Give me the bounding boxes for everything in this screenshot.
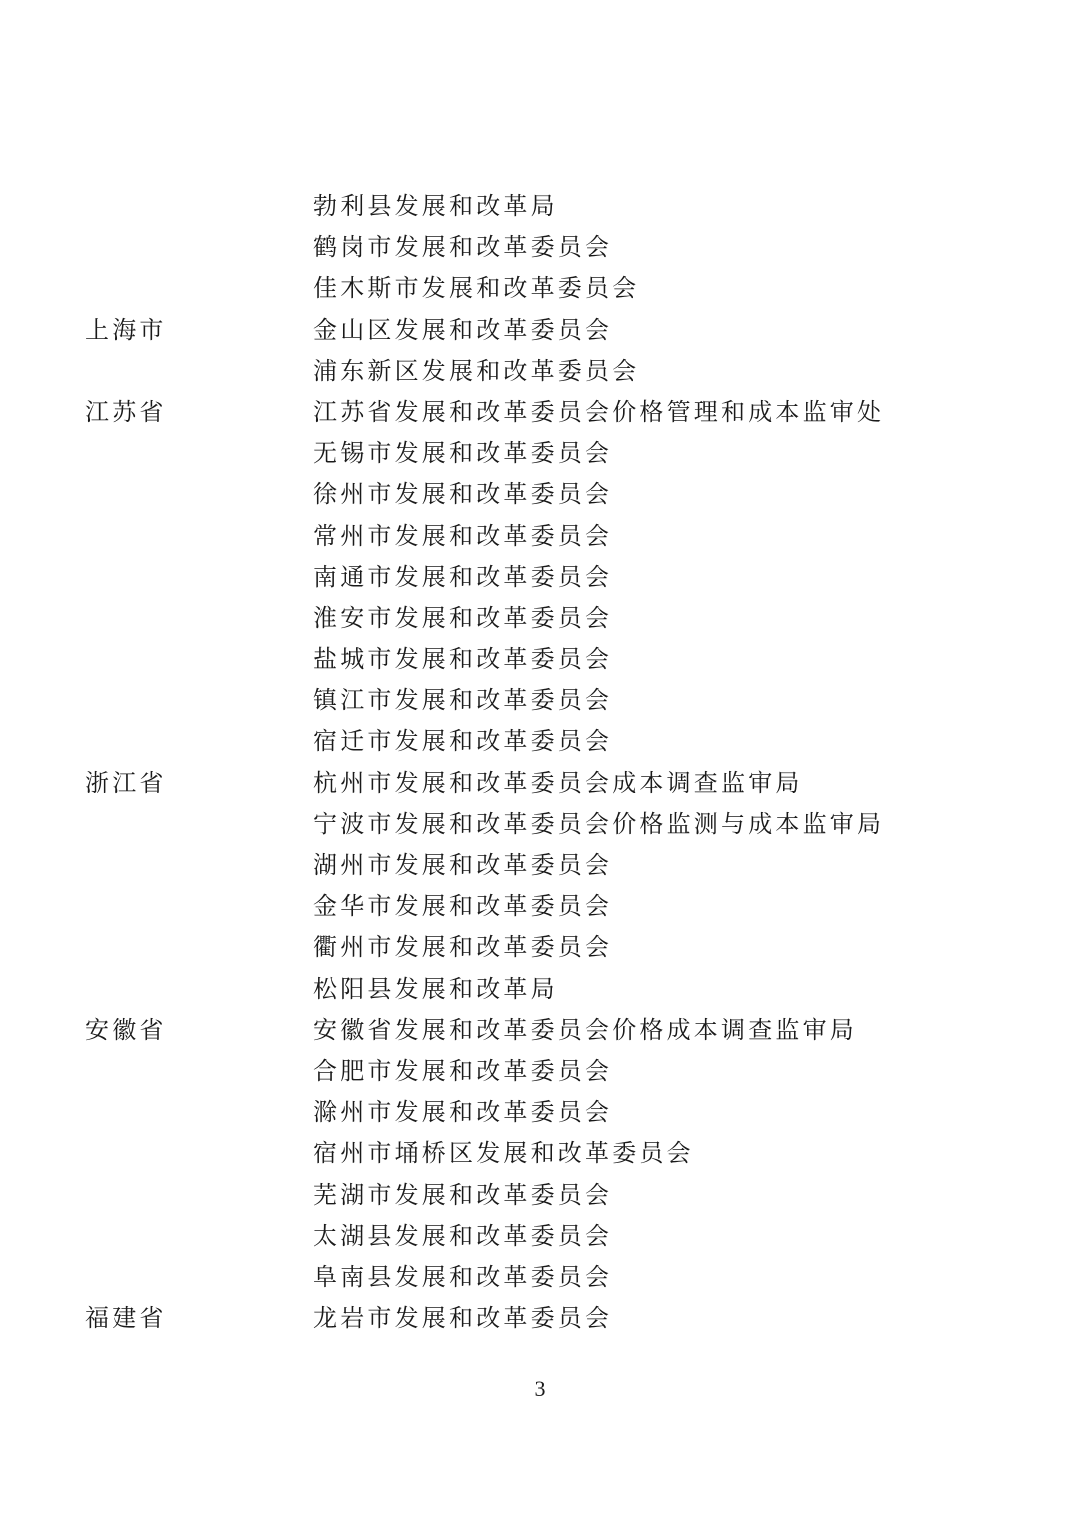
organization-name: 湖州市发展和改革委员会 bbox=[313, 851, 613, 879]
organization-name: 金华市发展和改革委员会 bbox=[313, 892, 613, 921]
list-item bbox=[0, 721, 1080, 762]
organization-name: 太湖县发展和改革委员会 bbox=[313, 1221, 613, 1250]
list-item bbox=[0, 1257, 1080, 1298]
list-item bbox=[0, 516, 1080, 557]
list-item bbox=[0, 927, 1080, 968]
organization-name: 江苏省发展和改革委员会价格管理和成本监审处 bbox=[313, 397, 885, 426]
organization-name: 宿迁市发展和改革委员会 bbox=[313, 727, 613, 756]
list-item bbox=[0, 310, 1080, 351]
list-item bbox=[0, 680, 1080, 721]
list-item bbox=[0, 1133, 1080, 1174]
list-item bbox=[0, 1010, 1080, 1051]
list-item bbox=[0, 1051, 1080, 1092]
region-label: 浙江省 bbox=[85, 768, 167, 797]
organization-name: 佳木斯市发展和改革委员会 bbox=[313, 274, 640, 303]
organization-name: 勃利县发展和改革局 bbox=[313, 192, 558, 220]
organization-name: 鹤岗市发展和改革委员会 bbox=[313, 233, 613, 262]
organization-name: 镇江市发展和改革委员会 bbox=[313, 686, 613, 715]
list-item bbox=[0, 557, 1080, 598]
organization-name: 杭州市发展和改革委员会成本调查监审局 bbox=[313, 768, 803, 797]
organization-name: 淮安市发展和改革委员会 bbox=[313, 603, 613, 632]
organization-name: 盐城市发展和改革委员会 bbox=[313, 645, 613, 674]
organization-name: 宁波市发展和改革委员会价格监测与成本监审局 bbox=[313, 809, 885, 838]
organization-name: 常州市发展和改革委员会 bbox=[313, 521, 613, 550]
organization-name: 浦东新区发展和改革委员会 bbox=[313, 356, 640, 385]
region-label: 安徽省 bbox=[85, 1015, 167, 1044]
region-label: 上海市 bbox=[85, 315, 167, 344]
list-item bbox=[0, 227, 1080, 268]
list-item bbox=[0, 1216, 1080, 1257]
organization-name: 金山区发展和改革委员会 bbox=[313, 315, 613, 344]
page-number: 3 bbox=[534, 1376, 546, 1401]
list-item bbox=[0, 268, 1080, 309]
list-item bbox=[0, 845, 1080, 886]
list-item bbox=[0, 1092, 1080, 1133]
list-item bbox=[0, 969, 1080, 1010]
region-label: 江苏省 bbox=[85, 397, 167, 426]
organization-listing bbox=[0, 186, 1080, 1339]
organization-name: 芜湖市发展和改革委员会 bbox=[313, 1180, 613, 1209]
organization-name: 南通市发展和改革委员会 bbox=[313, 562, 613, 591]
list-item bbox=[0, 433, 1080, 474]
list-item bbox=[0, 1298, 1080, 1339]
organization-name: 合肥市发展和改革委员会 bbox=[313, 1056, 613, 1085]
list-item bbox=[0, 474, 1080, 515]
region-label: 福建省 bbox=[85, 1304, 167, 1333]
organization-name: 滁州市发展和改革委员会 bbox=[313, 1098, 613, 1127]
list-item bbox=[0, 804, 1080, 845]
organization-name: 宿州市埇桥区发展和改革委员会 bbox=[313, 1139, 694, 1168]
organization-name: 松阳县发展和改革局 bbox=[313, 974, 558, 1003]
organization-name: 龙岩市发展和改革委员会 bbox=[313, 1304, 613, 1333]
list-item bbox=[0, 392, 1080, 433]
list-item bbox=[0, 598, 1080, 639]
list-item bbox=[0, 186, 1080, 227]
organization-name: 衢州市发展和改革委员会 bbox=[313, 933, 613, 962]
list-item bbox=[0, 763, 1080, 804]
organization-name: 无锡市发展和改革委员会 bbox=[313, 439, 613, 468]
organization-name: 安徽省发展和改革委员会价格成本调查监审局 bbox=[313, 1015, 857, 1044]
organization-name: 阜南县发展和改革委员会 bbox=[313, 1262, 613, 1291]
list-item bbox=[0, 1175, 1080, 1216]
list-item bbox=[0, 886, 1080, 927]
organization-name: 徐州市发展和改革委员会 bbox=[313, 480, 613, 509]
list-item bbox=[0, 639, 1080, 680]
list-item bbox=[0, 351, 1080, 392]
